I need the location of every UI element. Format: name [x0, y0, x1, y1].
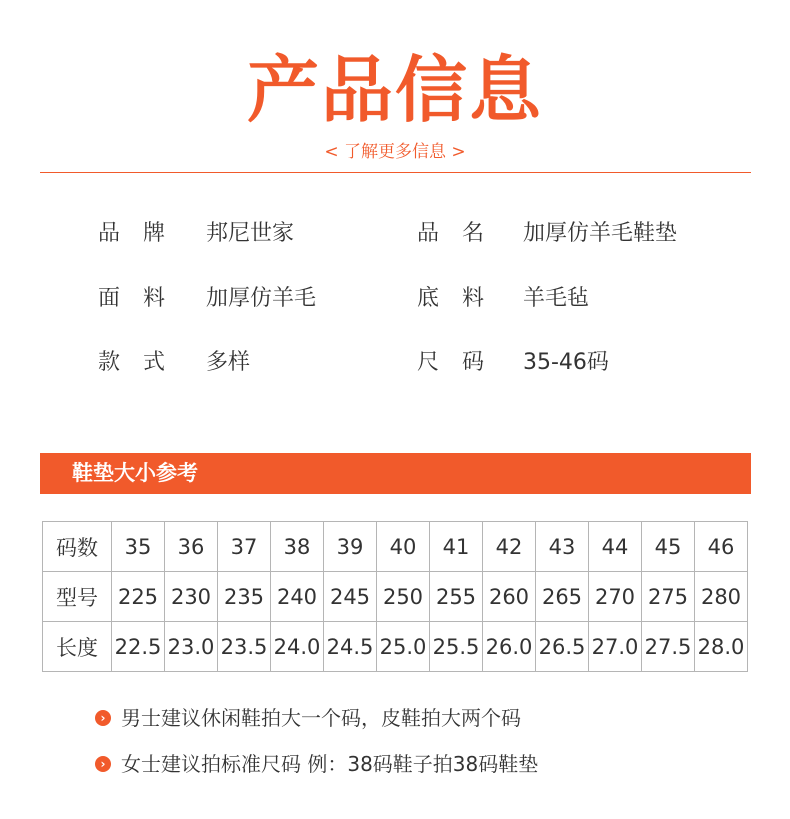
size-label: 尺 码 [417, 350, 492, 375]
table-cell: 265 [536, 572, 589, 622]
product-name-value: 加厚仿羊毛鞋垫 [523, 221, 678, 246]
table-cell: 280 [695, 572, 748, 622]
product-name-label: 品 名 [417, 221, 492, 246]
table-row [43, 572, 748, 622]
more-info-link[interactable]: < 了解更多信息 > [324, 142, 466, 162]
table-cell: 26.0 [483, 622, 536, 672]
table-cell: 26.5 [536, 622, 589, 672]
fabric-label: 面 料 [98, 286, 173, 311]
table-cell: 43 [536, 522, 589, 572]
table-cell: 41 [430, 522, 483, 572]
table-cell: 250 [377, 572, 430, 622]
note-women-text: 女士建议拍标准尺码 例：38码鞋子拍38码鞋垫 [121, 752, 539, 776]
fabric-value: 加厚仿羊毛 [206, 286, 317, 311]
table-cell: 25.5 [430, 622, 483, 672]
table-cell: 270 [589, 572, 642, 622]
row-header: 码数 [43, 522, 112, 572]
table-row [43, 622, 748, 672]
row-header: 型号 [43, 572, 112, 622]
table-cell: 260 [483, 572, 536, 622]
style-value: 多样 [206, 350, 251, 375]
table-cell: 22.5 [112, 622, 165, 672]
table-cell: 23.5 [218, 622, 271, 672]
table-cell: 255 [430, 572, 483, 622]
table-cell: 275 [642, 572, 695, 622]
style-label: 款 式 [98, 350, 173, 375]
chevron-right-icon: › [95, 710, 111, 726]
table-cell: 24.5 [324, 622, 377, 672]
page-title: 产品信息 [246, 47, 543, 132]
table-cell: 42 [483, 522, 536, 572]
table-cell: 27.0 [589, 622, 642, 672]
table-cell: 35 [112, 522, 165, 572]
table-cell: 40 [377, 522, 430, 572]
table-cell: 235 [218, 572, 271, 622]
note-men-text: 男士建议休闲鞋拍大一个码，皮鞋拍大两个码 [121, 706, 521, 730]
note-men [95, 704, 521, 732]
table-cell: 37 [218, 522, 271, 572]
chevron-right-icon: › [95, 756, 111, 772]
table-cell: 240 [271, 572, 324, 622]
table-row [43, 522, 748, 572]
header-divider [40, 172, 751, 173]
row-header: 长度 [43, 622, 112, 672]
table-cell: 46 [695, 522, 748, 572]
table-cell: 23.0 [165, 622, 218, 672]
note-women [95, 750, 538, 778]
table-cell: 28.0 [695, 622, 748, 672]
table-cell: 230 [165, 572, 218, 622]
brand-value: 邦尼世家 [206, 221, 295, 246]
table-cell: 38 [271, 522, 324, 572]
table-cell: 27.5 [642, 622, 695, 672]
table-cell: 225 [112, 572, 165, 622]
sole-value: 羊毛毡 [523, 286, 590, 311]
table-cell: 25.0 [377, 622, 430, 672]
table-cell: 45 [642, 522, 695, 572]
size-reference-banner [40, 453, 751, 494]
sole-label: 底 料 [417, 286, 492, 311]
table-cell: 36 [165, 522, 218, 572]
banner-title: 鞋垫大小参考 [72, 461, 198, 485]
table-cell: 44 [589, 522, 642, 572]
table-cell: 245 [324, 572, 377, 622]
size-table [42, 521, 748, 672]
size-value: 35-46码 [523, 350, 609, 375]
brand-label: 品 牌 [98, 221, 173, 246]
table-cell: 39 [324, 522, 377, 572]
table-cell: 24.0 [271, 622, 324, 672]
